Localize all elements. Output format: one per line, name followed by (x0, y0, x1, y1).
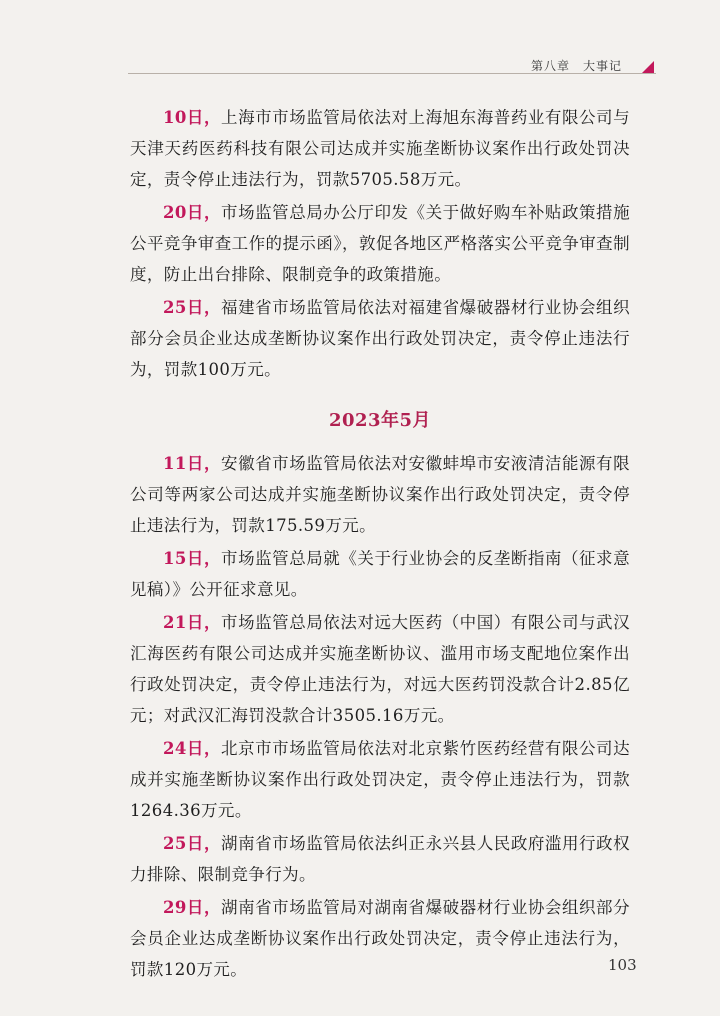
entry-day: 25日， (163, 834, 222, 853)
entry-day: 10日， (163, 108, 222, 127)
entry (130, 448, 630, 541)
entry-day: 29日， (163, 898, 222, 917)
corner-triangle-icon (642, 61, 654, 73)
entry (130, 292, 630, 385)
entry-day: 11日， (163, 454, 222, 473)
page-number: 103 (608, 956, 637, 974)
entry (130, 197, 630, 290)
entry (130, 102, 630, 195)
entry-day: 20日， (163, 203, 222, 222)
entry-day: 15日， (163, 549, 222, 568)
entry (130, 828, 630, 890)
entry-text: 市场监管总局就《关于行业协会的反垄断指南（征求意见稿）》公开征求意见。 (130, 549, 631, 599)
chapter-title: 第八章 大事记 (530, 59, 622, 73)
entry-text: 市场监管总局依法对远大医药（中国）有限公司与武汉汇海医药有限公司达成并实施垄断协议、滥用市场支配地位案作出行政处罚决定，责令停止违法行为，对远大医药罚没款合计2.85亿元；对武汉汇海罚没款合计3505.16万元。 (130, 613, 631, 725)
entry-text: 湖南省市场监管局依法纠正永兴县人民政府滥用行政权力排除、限制竞争行为。 (130, 834, 631, 884)
header-divider (128, 73, 656, 74)
entry (130, 892, 630, 985)
entry-text: 福建省市场监管局依法对福建省爆破器材行业协会组织部分会员企业达成垄断协议案作出行政处罚决定，责令停止违法行为，罚款100万元。 (130, 298, 631, 379)
entry-text: 湖南省市场监管局对湖南省爆破器材行业协会组织部分会员企业达成垄断协议案作出行政处罚决定，责令停止违法行为，罚款120万元。 (130, 898, 631, 979)
entry-text: 北京市市场监管局依法对北京紫竹医药经营有限公司达成并实施垄断协议案作出行政处罚决定，责令停止违法行为，罚款1264.36万元。 (130, 739, 631, 820)
entry-text: 市场监管总局办公厅印发《关于做好购车补贴政策措施公平竞争审查工作的提示函》，敦促各地区严格落实公平竞争审查制度，防止出台排除、限制竞争的政策措施。 (130, 203, 631, 284)
entry (130, 733, 630, 826)
entry-text: 上海市市场监管局依法对上海旭东海普药业有限公司与天津天药医药科技有限公司达成并实施垄断协议案作出行政处罚决定，责令停止违法行为，罚款5705.58万元。 (130, 108, 631, 189)
entry (130, 607, 630, 731)
entry-day: 21日， (163, 613, 222, 632)
running-header (0, 0, 720, 76)
main-content (130, 102, 630, 987)
entry-text: 安徽省市场监管局依法对安徽蚌埠市安液清洁能源有限公司等两家公司达成并实施垄断协议案作出行政处罚决定，责令停止违法行为，罚款175.59万元。 (130, 454, 631, 535)
entry-day: 25日， (163, 298, 222, 317)
month-heading: 2023年5月 (328, 410, 432, 431)
entry-day: 24日， (163, 739, 222, 758)
entry (130, 543, 630, 605)
